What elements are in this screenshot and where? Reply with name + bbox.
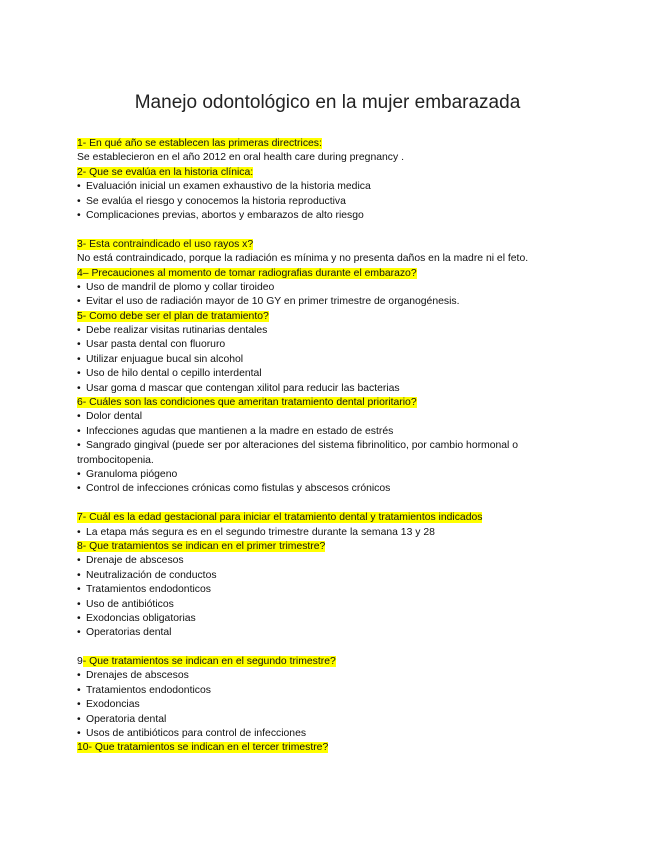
bullet-item bbox=[77, 468, 577, 482]
bullet-icon: • bbox=[77, 584, 81, 596]
bullet-icon: • bbox=[77, 353, 81, 365]
bullet-text: Uso de mandril de plomo y collar tiroideo bbox=[86, 281, 275, 293]
bullet-icon: • bbox=[77, 440, 81, 452]
bullet-text: Evaluación inicial un examen exhaustivo de la historia medica bbox=[86, 181, 371, 193]
bullet-text: Neutralización de conductos bbox=[86, 569, 217, 581]
bullet-icon: • bbox=[77, 425, 81, 437]
bullet-text: Complicaciones previas, abortos y embarazos de alto riesgo bbox=[86, 209, 364, 221]
question-heading bbox=[77, 655, 577, 669]
highlighted-question-text: 1- En qué año se establecen las primeras directrices: bbox=[77, 138, 322, 149]
bullet-item bbox=[77, 180, 577, 194]
question-heading bbox=[77, 310, 577, 324]
bullet-icon: • bbox=[77, 411, 81, 423]
blank-line bbox=[77, 223, 577, 237]
bullet-text: Granuloma piógeno bbox=[86, 468, 178, 480]
bullet-icon: • bbox=[77, 684, 81, 696]
bullet-text: Usos de antibióticos para control de infecciones bbox=[86, 728, 307, 740]
document-title: Manejo odontológico en la mujer embarazada bbox=[134, 92, 521, 113]
bullet-item bbox=[77, 324, 577, 338]
bullet-item bbox=[77, 713, 577, 727]
highlighted-question-text: 7- Cuál es la edad gestacional para iniciar el tratamiento dental y tratamientos indicados bbox=[77, 512, 483, 524]
bullet-text: Uso de hilo dental o cepillo interdental bbox=[86, 368, 262, 380]
bullet-icon: • bbox=[77, 612, 81, 624]
bullet-text: Utilizar enjuague bucal sin alcohol bbox=[86, 353, 244, 365]
question-heading bbox=[77, 540, 577, 554]
bullet-text: La etapa más segura es en el segundo trimestre durante la semana 13 y 28 bbox=[86, 526, 435, 538]
highlighted-question-text: 2- Que se evalúa en la historia clínica: bbox=[77, 166, 254, 178]
bullet-item bbox=[77, 295, 577, 309]
highlighted-question-text: 4– Precauciones al momento de tomar radiografias durante el embarazo? bbox=[77, 267, 417, 279]
bullet-text: Infecciones agudas que mantienen a la madre en estado de estrés bbox=[86, 425, 394, 437]
bullet-item bbox=[77, 669, 577, 683]
answer-text: Se establecieron en el año 2012 en oral health care during pregnancy . bbox=[77, 152, 404, 164]
bullet-icon: • bbox=[77, 339, 81, 351]
bullet-icon: • bbox=[77, 296, 81, 308]
bullet-text: Dolor dental bbox=[86, 411, 143, 423]
bullet-item bbox=[77, 684, 577, 698]
bullet-text: Uso de antibióticos bbox=[86, 598, 174, 610]
bullet-item bbox=[77, 382, 577, 396]
question-heading bbox=[77, 238, 577, 252]
bullet-text: Tratamientos endodonticos bbox=[86, 584, 211, 596]
bullet-item bbox=[77, 526, 577, 540]
question-heading bbox=[77, 166, 577, 180]
bullet-text: Debe realizar visitas rutinarias dentales bbox=[86, 325, 268, 337]
bullet-item bbox=[77, 367, 577, 381]
bullet-icon: • bbox=[77, 569, 81, 581]
bullet-item bbox=[77, 598, 577, 612]
bullet-icon: • bbox=[77, 382, 81, 394]
bullet-icon: • bbox=[77, 181, 81, 193]
question-number: 9 bbox=[77, 656, 83, 668]
bullet-item bbox=[77, 626, 577, 640]
highlighted-question-text: 5- Como debe ser el plan de tratamiento? bbox=[77, 310, 269, 322]
bullet-item bbox=[77, 209, 577, 223]
bullet-text: Usar pasta dental con fluoruro bbox=[86, 339, 226, 351]
bullet-text: Evitar el uso de radiación mayor de 10 GY en primer trimestre de organogénesis. bbox=[86, 296, 460, 308]
bullet-icon: • bbox=[77, 713, 81, 725]
bullet-item bbox=[77, 410, 577, 424]
bullet-item bbox=[77, 482, 577, 496]
bullet-icon: • bbox=[77, 526, 81, 538]
bullet-text: Operatoria dental bbox=[86, 713, 167, 725]
bullet-text: Usar goma d mascar que contengan xilitol para reducir las bacterias bbox=[86, 382, 400, 394]
question-heading bbox=[77, 511, 577, 525]
bullet-text: Sangrado gingival (puede ser por alteraciones del sistema fibrinolitico, por cambio hormonal o bbox=[86, 440, 519, 452]
bullet-text: Operatorias dental bbox=[86, 627, 172, 639]
bullet-text: Exodoncias obligatorias bbox=[86, 612, 196, 624]
bullet-icon: • bbox=[77, 627, 81, 639]
bullet-icon: • bbox=[77, 555, 81, 567]
bullet-text: Drenaje de abscesos bbox=[86, 555, 184, 567]
highlighted-question-text: 3- Esta contraindicado el uso rayos x? bbox=[77, 238, 254, 250]
bullet-item bbox=[77, 569, 577, 583]
bullet-icon: • bbox=[77, 728, 81, 740]
bullet-text: Control de infecciones crónicas como fistulas y abscesos crónicos bbox=[86, 483, 391, 495]
question-heading bbox=[77, 267, 577, 281]
bullet-icon: • bbox=[77, 281, 81, 293]
bullet-text: Exodoncias bbox=[86, 699, 140, 711]
bullet-icon: • bbox=[77, 699, 81, 711]
answer-text: No está contraindicado, porque la radiación es mínima y no presenta daños en la madre ni el feto. bbox=[77, 253, 529, 265]
bullet-item bbox=[77, 425, 577, 439]
answer-text: trombocitopenia. bbox=[77, 454, 154, 466]
question-heading bbox=[77, 396, 577, 410]
bullet-icon: • bbox=[77, 483, 81, 495]
bullet-item bbox=[77, 439, 577, 453]
highlighted-question-text: 10- Que tratamientos se indican en el tercer trimestre? bbox=[77, 742, 329, 754]
bullet-item bbox=[77, 698, 577, 712]
question-heading bbox=[77, 741, 577, 755]
bullet-text: Tratamientos endodonticos bbox=[86, 684, 211, 696]
highlighted-question-text: - Que tratamientos se indican en el segundo trimestre? bbox=[82, 656, 336, 668]
bullet-item bbox=[77, 583, 577, 597]
blank-line bbox=[77, 497, 577, 511]
blank-line bbox=[77, 641, 577, 655]
highlighted-question-text: 8- Que tratamientos se indican en el primer trimestre? bbox=[77, 540, 326, 552]
document-body bbox=[77, 137, 577, 756]
bullet-item bbox=[77, 612, 577, 626]
bullet-item bbox=[77, 554, 577, 568]
bullet-item bbox=[77, 727, 577, 741]
bullet-icon: • bbox=[77, 368, 81, 380]
question-heading bbox=[77, 137, 577, 151]
bullet-icon: • bbox=[77, 195, 81, 207]
bullet-item bbox=[77, 353, 577, 367]
bullet-text: Se evalúa el riesgo y conocemos la historia reproductiva bbox=[86, 195, 346, 207]
bullet-item bbox=[77, 195, 577, 209]
bullet-item bbox=[77, 338, 577, 352]
bullet-icon: • bbox=[77, 325, 81, 337]
bullet-text: Drenajes de abscesos bbox=[86, 670, 189, 682]
bullet-item bbox=[77, 281, 577, 295]
bullet-icon: • bbox=[77, 468, 81, 480]
bullet-icon: • bbox=[77, 209, 81, 221]
bullet-icon: • bbox=[77, 670, 81, 682]
highlighted-question-text: 6- Cuáles son las condiciones que ameritan tratamiento dental prioritario? bbox=[77, 397, 417, 409]
bullet-icon: • bbox=[77, 598, 81, 610]
